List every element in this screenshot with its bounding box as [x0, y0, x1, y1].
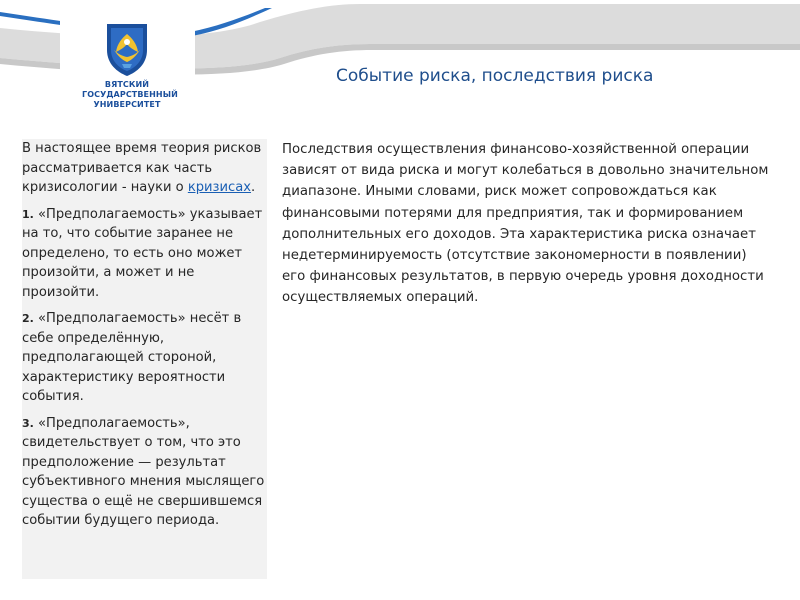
- slide-title: Событие риска, последствия риска: [336, 66, 654, 86]
- list-item: [22, 205, 267, 303]
- list-item-number: 2.: [22, 312, 34, 325]
- university-crest-icon: [104, 20, 150, 78]
- intro-paragraph: [22, 139, 267, 198]
- crisis-link[interactable]: кризисах: [187, 180, 252, 195]
- university-logo: [82, 20, 178, 138]
- list-item-number: 1.: [22, 207, 34, 221]
- list-item-text: «Предполагаемость» несёт в себе определённую, предполагающей стороной, характеристику вероятности события.: [22, 311, 242, 404]
- list-item-text: «Предполагаемость», свидетельствует о том, что это предположение — результат субъективного мнения мыслящего существа о ещё не свершившемся событии будущего периода.: [22, 415, 265, 528]
- university-name-line-2: ГОСУДАРСТВЕННЫЙ: [82, 90, 178, 99]
- university-name: [82, 80, 178, 110]
- right-text-paragraph: Последствия осуществления финансово-хозяйственной операции зависят от вида риска и могут колебаться в довольно значительном диапазоне. Иными словами, риск может сопровождаться как финансовыми потерями для предприятия, так и формированием дополнительных его доходов. Эта характеристика риска означает недетерминируемость (отсутствие закономерности в появлении) его финансовых результатов, в первую очередь уровня доходности осуществляемых операций.: [282, 142, 769, 306]
- intro-text: В настоящее время теория рисков рассматривается как часть кризисологии - науки о: [22, 141, 262, 195]
- left-text-panel: [22, 139, 267, 579]
- list-item: [22, 309, 267, 407]
- list-item: [22, 414, 267, 531]
- intro-end: .: [251, 180, 256, 195]
- list-item-text: «Предполагаемость» указывает на то, что событие заранее не определено, то есть оно может произойти, а может и не произойти.: [22, 206, 263, 300]
- university-name-line-1: ВЯТСКИЙ: [104, 80, 150, 89]
- list-item-number: 3.: [22, 416, 34, 430]
- university-name-line-3: УНИВЕРСИТЕТ: [93, 100, 161, 109]
